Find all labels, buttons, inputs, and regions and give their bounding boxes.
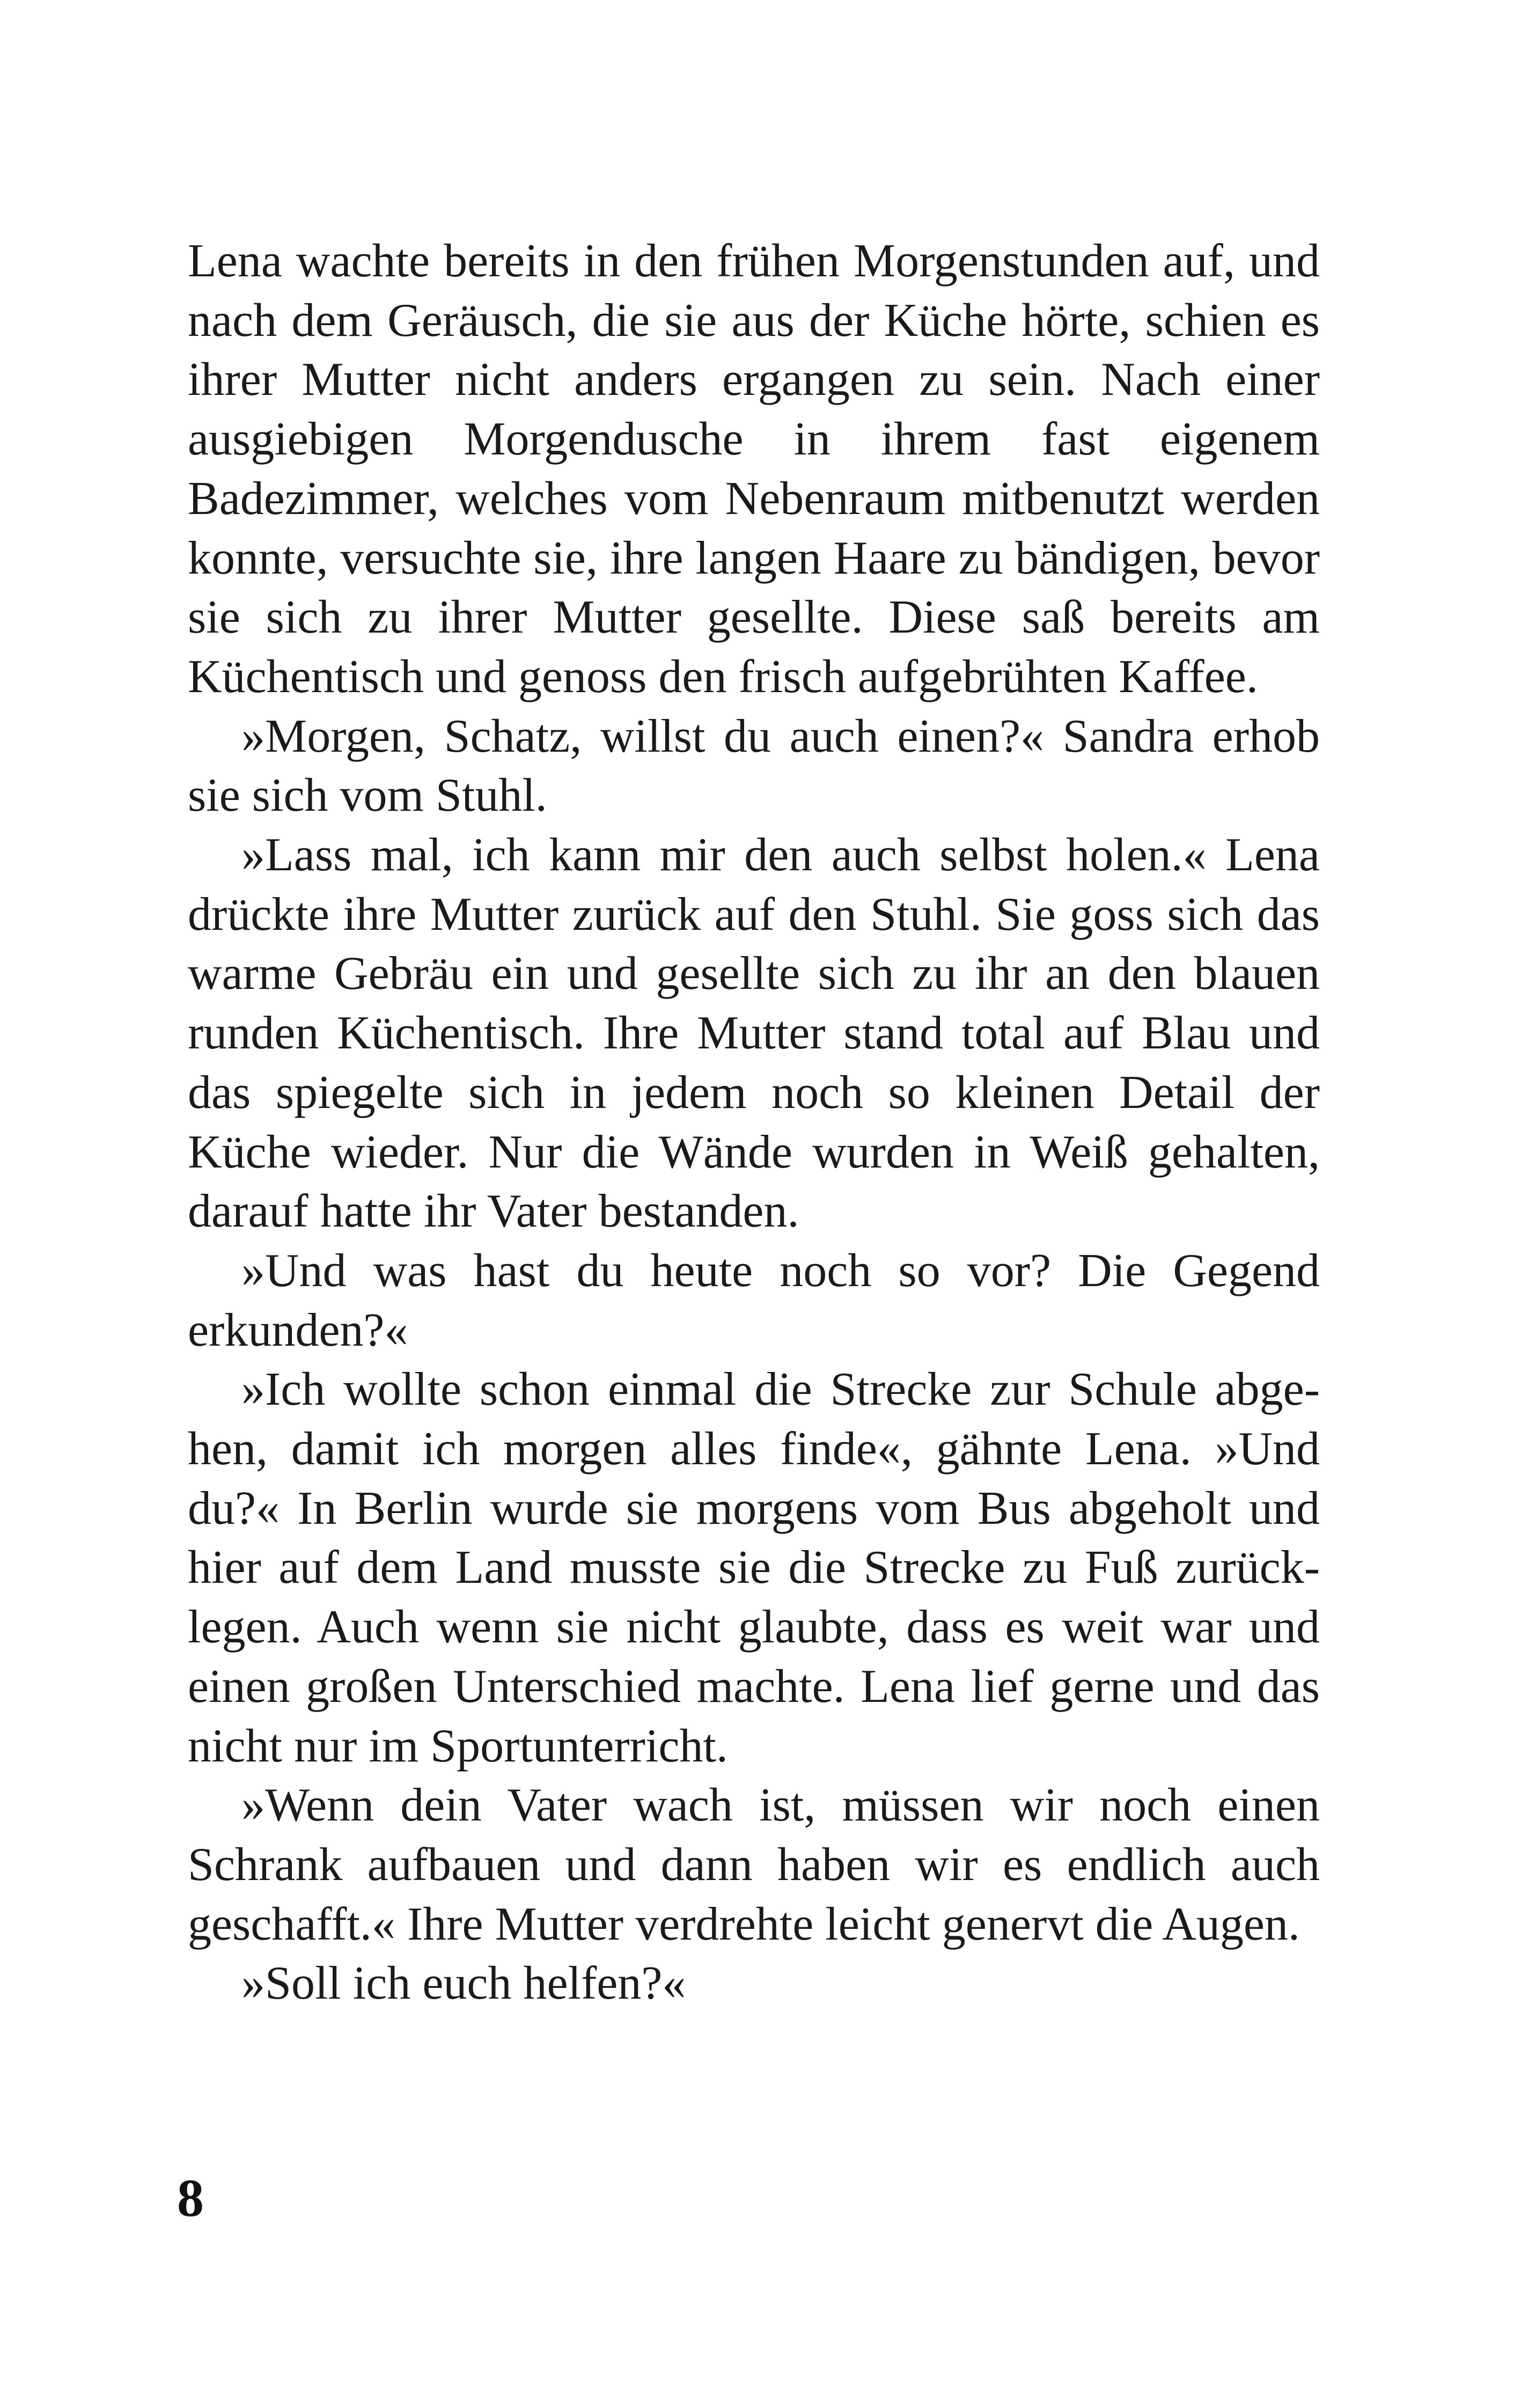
paragraph-7: »Soll ich euch helfen?«	[241, 1957, 686, 2010]
page-number: 8	[177, 2168, 204, 2228]
body-text	[188, 232, 1320, 2014]
paragraph-4: »Und was hast du heute noch so vor? Die Gegend erkunden?«	[188, 1244, 1320, 1356]
paragraph-1: Lena wachte bereits in den frühen Morgenstunden auf, und nach dem Geräusch, die sie aus der Küche hörte, schien es ihrer Mutter nicht anders ergangen zu sein. Nach einer ausgiebigen Morgendusche in ihrem fast eigenem Badezimmer, welches vom Nebenraum mitbenutzt werden konnte, versuchte sie, ihre langen Haare zu bändigen, bevor sie sich zu ihrer Mutter gesellte. Diese saß bereits am Küchentisch und genoss den frisch aufgebrühten Kaffee.	[188, 235, 1320, 703]
paragraph-3: »Lass mal, ich kann mir den auch selbst holen.« Lena drückte ihre Mutter zurück auf den Stuhl. Sie goss sich das warme Gebräu ein und gesellte sich zu ihr an den blauen runden Küchentisch. Ihre Mutter stand total auf Blau und das spiegelte sich in jedem noch so kleinen Detail der Küche wieder. Nur die Wände wurden in Weiß gehalten, darauf hatte ihr Vater bestanden.	[188, 829, 1320, 1238]
paragraph-2: »Morgen, Schatz, willst du auch einen?« Sandra erhob sie sich vom Stuhl.	[188, 710, 1320, 822]
paragraph-5: »Ich wollte schon einmal die Strecke zur Schule abgehen, damit ich morgen alles finde«, gähnte Lena. »Und du?« In Berlin wurde sie morgens vom Bus abgeholt und hier auf dem Land musste sie die Strecke zu Fuß zurücklegen. Auch wenn sie nicht glaubte, dass es weit war und einen großen Unterschied machte. Lena lief gerne und das nicht nur im Sportunterricht.	[188, 1363, 1320, 1772]
paragraph-6: »Wenn dein Vater wach ist, müssen wir noch einen Schrank aufbauen und dann haben wir es endlich auch geschafft.« Ihre Mutter verdrehte leicht genervt die Augen.	[188, 1779, 1320, 1950]
